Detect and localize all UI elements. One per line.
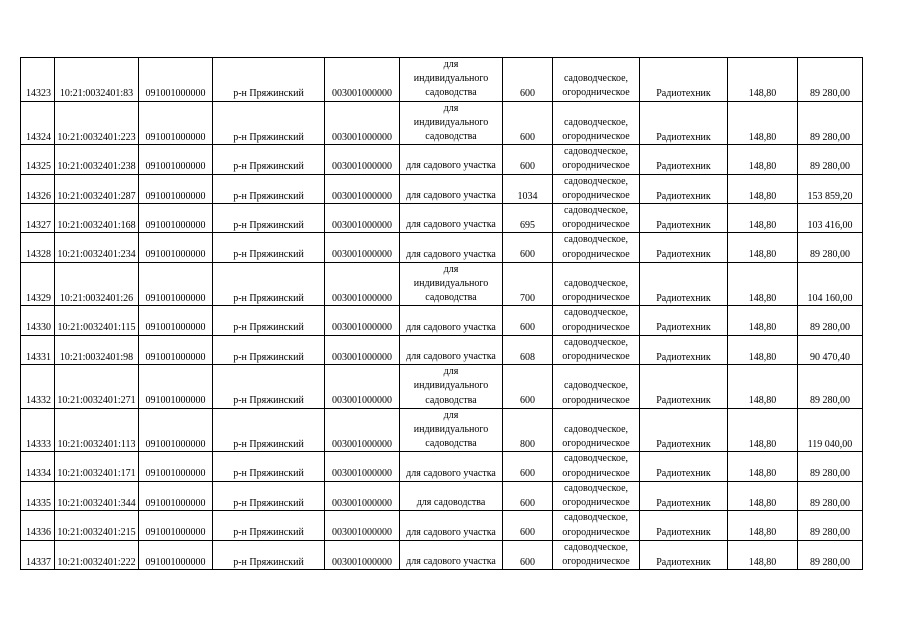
land-category: [553, 262, 640, 306]
land-category-line: садоводческое,: [563, 307, 629, 319]
land-category-line: садоводческое,: [563, 424, 629, 436]
cadastral-rate: 148,80: [728, 204, 798, 233]
cadastral-rate: 148,80: [728, 452, 798, 481]
cadastral-value: 119 040,00: [798, 408, 863, 452]
okato-code: 003001000000: [325, 101, 400, 145]
land-category-line: садоводческое,: [563, 116, 629, 128]
table-row: [21, 262, 863, 306]
plot-area: 600: [503, 365, 553, 409]
table-row: [21, 335, 863, 364]
settlement-name: Радиотехник: [640, 306, 728, 335]
land-category: [553, 101, 640, 145]
land-category: [553, 174, 640, 203]
land-category-line: садоводческое,: [563, 278, 629, 290]
land-category-line: садоводческое,: [563, 541, 629, 553]
okato-code: 003001000000: [325, 511, 400, 540]
settlement-name: Радиотехник: [640, 365, 728, 409]
settlement-name: Радиотехник: [640, 262, 728, 306]
settlement-name: Радиотехник: [640, 408, 728, 452]
land-category-line: садоводческое,: [563, 146, 629, 158]
land-category: [553, 233, 640, 262]
cadastral-value: 89 280,00: [798, 452, 863, 481]
permitted-use-line: для садового участка: [406, 555, 496, 567]
row-number: 14330: [21, 306, 55, 335]
row-number: 14337: [21, 540, 55, 569]
row-number: 14326: [21, 174, 55, 203]
cadastral-rate: 148,80: [728, 481, 798, 510]
permitted-use-line: для садового участка: [406, 351, 496, 363]
land-category: [553, 481, 640, 510]
land-category-line: садоводческое,: [563, 380, 629, 392]
cadastral-number: 10:21:0032401:222: [55, 540, 139, 569]
permitted-use-line: для садоводства: [416, 497, 486, 509]
okato-code: 003001000000: [325, 335, 400, 364]
land-category-line: огородническое: [562, 219, 630, 231]
permitted-use-line: для садового участка: [406, 248, 496, 260]
cadastral-number: 10:21:0032401:171: [55, 452, 139, 481]
land-category-line: огородническое: [562, 248, 630, 260]
land-category-line: огородническое: [562, 131, 630, 143]
oktmo-code: 091001000000: [139, 481, 213, 510]
cadastral-rate: 148,80: [728, 101, 798, 145]
settlement-name: Радиотехник: [640, 335, 728, 364]
plot-area: 700: [503, 262, 553, 306]
row-number: 14323: [21, 58, 55, 102]
okato-code: 003001000000: [325, 306, 400, 335]
permitted-use-line: для садового участка: [406, 467, 496, 479]
row-number: 14336: [21, 511, 55, 540]
cadastral-rate: 148,80: [728, 233, 798, 262]
permitted-use-line: садоводства: [425, 438, 477, 450]
permitted-use: [400, 101, 503, 145]
permitted-use: [400, 365, 503, 409]
cadastral-value: 89 280,00: [798, 481, 863, 510]
row-number: 14327: [21, 204, 55, 233]
settlement-name: Радиотехник: [640, 452, 728, 481]
permitted-use-line: для садового участка: [406, 526, 496, 538]
table-row: [21, 306, 863, 335]
district-name: р-н Пряжинский: [213, 101, 325, 145]
okato-code: 003001000000: [325, 365, 400, 409]
plot-area: 608: [503, 335, 553, 364]
cadastral-number: 10:21:0032401:115: [55, 306, 139, 335]
district-name: р-н Пряжинский: [213, 262, 325, 306]
oktmo-code: 091001000000: [139, 145, 213, 174]
land-category-line: огородническое: [562, 394, 630, 406]
cadastral-value: 104 160,00: [798, 262, 863, 306]
land-category-line: огородническое: [562, 497, 630, 509]
settlement-name: Радиотехник: [640, 174, 728, 203]
cadastral-number: 10:21:0032401:271: [55, 365, 139, 409]
cadastral-rate: 148,80: [728, 306, 798, 335]
land-category: [553, 335, 640, 364]
district-name: р-н Пряжинский: [213, 481, 325, 510]
row-number: 14324: [21, 101, 55, 145]
cadastral-number: 10:21:0032401:83: [55, 58, 139, 102]
okato-code: 003001000000: [325, 452, 400, 481]
table-row: [21, 233, 863, 262]
cadastral-number: 10:21:0032401:98: [55, 335, 139, 364]
table-row: [21, 174, 863, 203]
land-category-line: огородническое: [562, 438, 630, 450]
table-row: [21, 481, 863, 510]
cadastral-rate: 148,80: [728, 174, 798, 203]
district-name: р-н Пряжинский: [213, 335, 325, 364]
plot-area: 1034: [503, 174, 553, 203]
permitted-use-line: индивидуального: [413, 380, 489, 392]
land-category: [553, 145, 640, 174]
permitted-use: [400, 335, 503, 364]
cadastral-number: 10:21:0032401:223: [55, 101, 139, 145]
district-name: р-н Пряжинский: [213, 233, 325, 262]
permitted-use-line: индивидуального: [413, 424, 489, 436]
table-row: [21, 452, 863, 481]
plot-area: 600: [503, 452, 553, 481]
cadastral-value: 89 280,00: [798, 101, 863, 145]
plot-area: 600: [503, 58, 553, 102]
plot-area: 800: [503, 408, 553, 452]
plot-area: 600: [503, 233, 553, 262]
permitted-use: [400, 408, 503, 452]
row-number: 14325: [21, 145, 55, 174]
land-category-line: садоводческое,: [563, 512, 629, 524]
land-category-line: огородническое: [562, 321, 630, 333]
table-row: [21, 408, 863, 452]
row-number: 14328: [21, 233, 55, 262]
plot-area: 600: [503, 540, 553, 569]
oktmo-code: 091001000000: [139, 365, 213, 409]
permitted-use: [400, 511, 503, 540]
permitted-use-line: для садового участка: [406, 160, 496, 172]
land-category-line: огородническое: [562, 160, 630, 172]
permitted-use: [400, 174, 503, 203]
oktmo-code: 091001000000: [139, 511, 213, 540]
cadastral-value: 103 416,00: [798, 204, 863, 233]
oktmo-code: 091001000000: [139, 306, 213, 335]
district-name: р-н Пряжинский: [213, 408, 325, 452]
row-number: 14333: [21, 408, 55, 452]
table-row: [21, 511, 863, 540]
settlement-name: Радиотехник: [640, 233, 728, 262]
permitted-use-line: для: [443, 263, 459, 275]
permitted-use: [400, 540, 503, 569]
land-category-line: огородническое: [562, 555, 630, 567]
table-row: [21, 540, 863, 569]
settlement-name: Радиотехник: [640, 145, 728, 174]
plot-area: 600: [503, 145, 553, 174]
land-category: [553, 365, 640, 409]
okato-code: 003001000000: [325, 233, 400, 262]
cadastral-value: 89 280,00: [798, 58, 863, 102]
cadastral-rate: 148,80: [728, 262, 798, 306]
oktmo-code: 091001000000: [139, 262, 213, 306]
permitted-use: [400, 233, 503, 262]
land-category: [553, 452, 640, 481]
land-category-line: садоводческое,: [563, 73, 629, 85]
row-number: 14335: [21, 481, 55, 510]
row-number: 14331: [21, 335, 55, 364]
permitted-use: [400, 204, 503, 233]
district-name: р-н Пряжинский: [213, 145, 325, 174]
land-category: [553, 58, 640, 102]
land-category-line: огородническое: [562, 292, 630, 304]
cadastral-value: 153 859,20: [798, 174, 863, 203]
plot-area: 695: [503, 204, 553, 233]
district-name: р-н Пряжинский: [213, 540, 325, 569]
permitted-use-line: для садового участка: [406, 219, 496, 231]
cadastral-value: 90 470,40: [798, 335, 863, 364]
district-name: р-н Пряжинский: [213, 306, 325, 335]
row-number: 14329: [21, 262, 55, 306]
land-plots-table: [20, 57, 863, 570]
cadastral-number: 10:21:0032401:113: [55, 408, 139, 452]
permitted-use-line: для садового участка: [406, 321, 496, 333]
settlement-name: Радиотехник: [640, 540, 728, 569]
cadastral-number: 10:21:0032401:26: [55, 262, 139, 306]
plot-area: 600: [503, 481, 553, 510]
land-category: [553, 540, 640, 569]
cadastral-number: 10:21:0032401:168: [55, 204, 139, 233]
district-name: р-н Пряжинский: [213, 365, 325, 409]
land-category: [553, 408, 640, 452]
settlement-name: Радиотехник: [640, 481, 728, 510]
oktmo-code: 091001000000: [139, 452, 213, 481]
oktmo-code: 091001000000: [139, 174, 213, 203]
settlement-name: Радиотехник: [640, 101, 728, 145]
district-name: р-н Пряжинский: [213, 204, 325, 233]
permitted-use-line: для: [443, 59, 459, 70]
permitted-use-line: для садового участка: [406, 189, 496, 201]
row-number: 14334: [21, 452, 55, 481]
oktmo-code: 091001000000: [139, 408, 213, 452]
table-row: [21, 58, 863, 102]
land-category: [553, 306, 640, 335]
cadastral-rate: 148,80: [728, 335, 798, 364]
land-category-line: огородническое: [562, 87, 630, 99]
cadastral-rate: 148,80: [728, 58, 798, 102]
permitted-use-line: индивидуального: [413, 278, 489, 290]
cadastral-value: 89 280,00: [798, 233, 863, 262]
cadastral-rate: 148,80: [728, 540, 798, 569]
cadastral-value: 89 280,00: [798, 145, 863, 174]
settlement-name: Радиотехник: [640, 58, 728, 102]
permitted-use: [400, 481, 503, 510]
table-row: [21, 101, 863, 145]
okato-code: 003001000000: [325, 58, 400, 102]
permitted-use-line: для: [443, 409, 459, 421]
cadastral-rate: 148,80: [728, 365, 798, 409]
district-name: р-н Пряжинский: [213, 174, 325, 203]
cadastral-number: 10:21:0032401:234: [55, 233, 139, 262]
okato-code: 003001000000: [325, 262, 400, 306]
land-category-line: садоводческое,: [563, 205, 629, 217]
land-category-line: огородническое: [562, 467, 630, 479]
oktmo-code: 091001000000: [139, 335, 213, 364]
okato-code: 003001000000: [325, 408, 400, 452]
permitted-use-line: для: [443, 366, 459, 378]
cadastral-value: 89 280,00: [798, 511, 863, 540]
table-row: [21, 145, 863, 174]
okato-code: 003001000000: [325, 481, 400, 510]
permitted-use: [400, 58, 503, 102]
cadastral-number: 10:21:0032401:238: [55, 145, 139, 174]
row-number: 14332: [21, 365, 55, 409]
table-row: [21, 365, 863, 409]
land-category-line: садоводческое,: [563, 175, 629, 187]
district-name: р-н Пряжинский: [213, 511, 325, 540]
permitted-use-line: индивидуального: [413, 73, 489, 85]
district-name: р-н Пряжинский: [213, 58, 325, 102]
land-category-line: садоводческое,: [563, 453, 629, 465]
land-category-line: огородническое: [562, 189, 630, 201]
cadastral-rate: 148,80: [728, 511, 798, 540]
okato-code: 003001000000: [325, 145, 400, 174]
okato-code: 003001000000: [325, 174, 400, 203]
okato-code: 003001000000: [325, 540, 400, 569]
cadastral-value: 89 280,00: [798, 306, 863, 335]
permitted-use-line: для: [443, 102, 459, 114]
oktmo-code: 091001000000: [139, 101, 213, 145]
permitted-use: [400, 452, 503, 481]
oktmo-code: 091001000000: [139, 540, 213, 569]
cadastral-number: 10:21:0032401:215: [55, 511, 139, 540]
permitted-use: [400, 262, 503, 306]
okato-code: 003001000000: [325, 204, 400, 233]
settlement-name: Радиотехник: [640, 204, 728, 233]
oktmo-code: 091001000000: [139, 233, 213, 262]
table-row: [21, 204, 863, 233]
oktmo-code: 091001000000: [139, 58, 213, 102]
oktmo-code: 091001000000: [139, 204, 213, 233]
permitted-use-line: индивидуального: [413, 116, 489, 128]
land-category: [553, 204, 640, 233]
land-category-line: огородническое: [562, 351, 630, 363]
cadastral-rate: 148,80: [728, 408, 798, 452]
plot-area: 600: [503, 101, 553, 145]
permitted-use-line: садоводства: [425, 394, 477, 406]
land-category: [553, 511, 640, 540]
cadastral-number: 10:21:0032401:287: [55, 174, 139, 203]
land-category-line: садоводческое,: [563, 482, 629, 494]
district-name: р-н Пряжинский: [213, 452, 325, 481]
cadastral-value: 89 280,00: [798, 540, 863, 569]
cadastral-number: 10:21:0032401:344: [55, 481, 139, 510]
settlement-name: Радиотехник: [640, 511, 728, 540]
cadastral-value: 89 280,00: [798, 365, 863, 409]
table-body: [21, 58, 863, 570]
plot-area: 600: [503, 306, 553, 335]
plot-area: 600: [503, 511, 553, 540]
land-category-line: садоводческое,: [563, 234, 629, 246]
permitted-use: [400, 306, 503, 335]
permitted-use-line: садоводства: [425, 131, 477, 143]
land-category-line: садоводческое,: [563, 336, 629, 348]
permitted-use-line: садоводства: [425, 87, 477, 99]
permitted-use-line: садоводства: [425, 292, 477, 304]
cadastral-rate: 148,80: [728, 145, 798, 174]
land-category-line: огородническое: [562, 526, 630, 538]
permitted-use: [400, 145, 503, 174]
